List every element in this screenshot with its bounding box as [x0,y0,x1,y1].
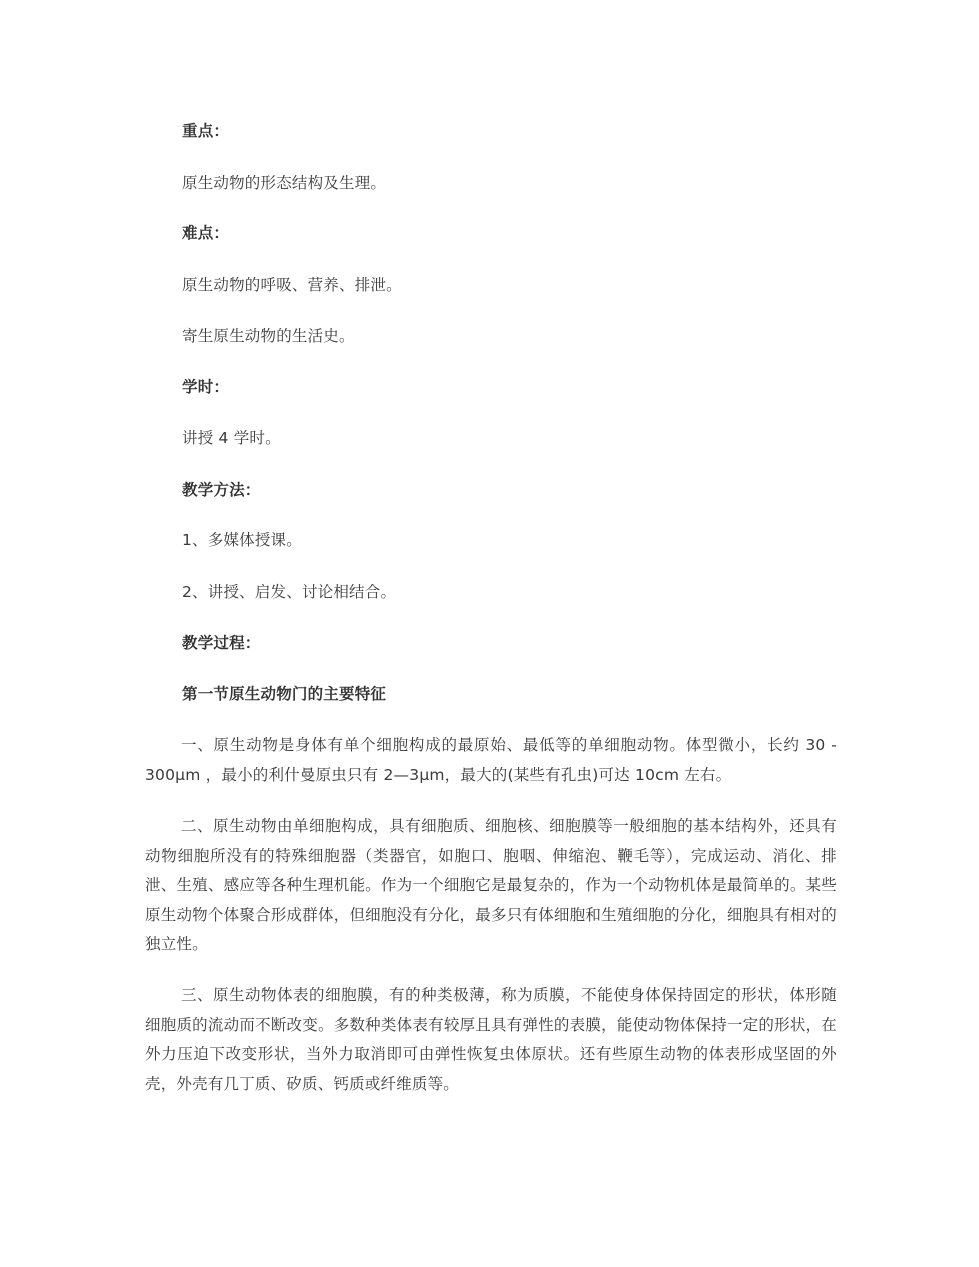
methods-item-2: 2、讲授、启发、讨论相结合。 [182,583,397,601]
paragraph-3: 三、原生动物体表的细胞膜，有的种类极薄，称为质膜，不能使身体保持固定的形状，体形随细胞质的流动而不断改变。多数种类体表有较厚且具有弹性的表膜，能使动物体保持一定的形状，在外力压迫下改变形状，当外力取消即可由弹性恢复虫体原状。还有些原生动物的体表形成坚固的外壳，外壳有几丁质、矽质、钙质或纤维质等。 [145,986,837,1093]
hours-heading: 学时： [182,378,230,396]
key-points-heading: 重点： [182,122,230,140]
hours-text: 讲授 4 学时。 [182,429,281,447]
paragraph-1: 一、原生动物是身体有单个细胞构成的最原始、最低等的单细胞动物。体型微小，长约 30 - 300μm ，最小的利什曼原虫只有 2—3μm，最大的(某些有孔虫)可达 10cm 左右。 [145,736,837,784]
methods-heading: 教学方法： [182,481,261,499]
key-points-text: 原生动物的形态结构及生理。 [182,174,387,192]
difficulties-heading: 难点： [182,224,230,242]
process-heading: 教学过程： [182,634,261,652]
difficulties-line-2: 寄生原生动物的生活史。 [182,327,355,345]
methods-item-1: 1、多媒体授课。 [182,531,302,549]
section-title: 第一节原生动物门的主要特征 [182,685,387,703]
paragraph-2: 二、原生动物由单细胞构成，具有细胞质、细胞核、细胞膜等一般细胞的基本结构外，还具有动物细胞所没有的特殊细胞器（类器官，如胞口、胞咽、伸缩泡、鞭毛等），完成运动、消化、排泄、生殖、感应等各种生理机能。作为一个细胞它是最复杂的，作为一个动物机体是最简单的。某些原生动物个体聚合形成群体，但细胞没有分化，最多只有体细胞和生殖细胞的分化，细胞具有相对的独立性。 [145,817,837,953]
difficulties-line-1: 原生动物的呼吸、营养、排泄。 [182,276,402,294]
